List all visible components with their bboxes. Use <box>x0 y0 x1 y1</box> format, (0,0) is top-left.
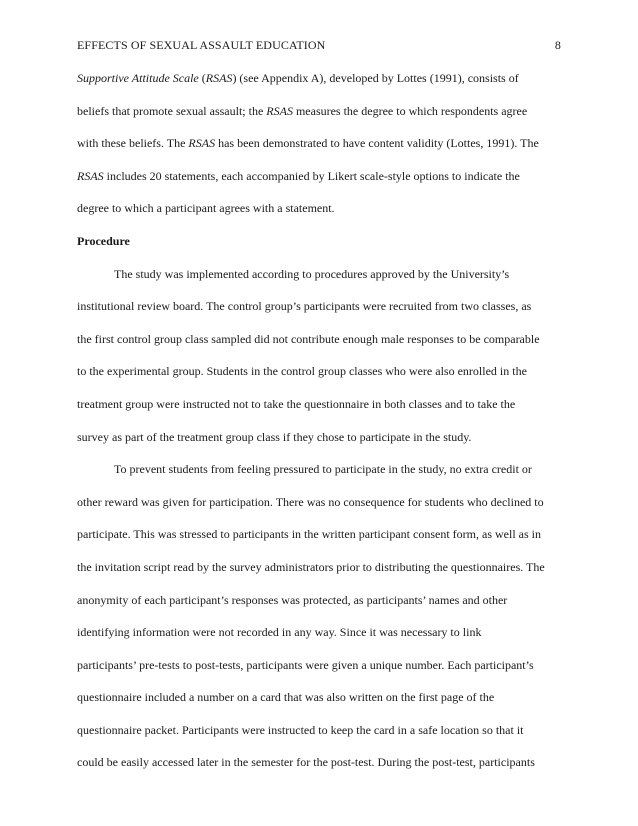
text-line: The study was implemented according to procedures approved by the University’s <box>114 266 510 281</box>
text-line <box>77 192 577 225</box>
text-line: participate. This was stressed to participants in the written participant consent form, as well as in <box>77 527 541 542</box>
text-run: has been demonstrated to have content validity (Lottes, 1991). The <box>215 136 539 151</box>
text-run: ) (see Appendix A), developed by Lottes (1991), consists of <box>232 71 519 85</box>
text-line <box>77 62 577 95</box>
text-line <box>77 95 577 128</box>
procedure-paragraph-1 <box>77 258 577 454</box>
text-run: measures the degree to which respondents agree <box>292 103 528 118</box>
page-number: 8 <box>554 38 561 52</box>
abbreviation: RSAS <box>188 136 216 151</box>
text-line: participants’ pre-tests to post-tests, participants were given a unique number. Each participant’s <box>77 657 534 672</box>
text-line: questionnaire packet. Participants were instructed to keep the card in a safe location so that it <box>77 722 524 737</box>
text-line: the invitation script read by the survey administrators prior to distributing the questionnaires. The <box>77 559 545 574</box>
procedure-paragraph-2 <box>77 453 577 779</box>
text-line: institutional review board. The control group’s participants were recruited from two classes, as <box>77 299 532 314</box>
text-line: to the experimental group. Students in the control group classes who were also enrolled in the <box>77 364 527 379</box>
text-run: includes 20 statements, each accompanied by Likert scale-style options to indicate the <box>103 168 520 183</box>
running-head-title: EFFECTS OF SEXUAL ASSAULT EDUCATION <box>77 38 326 52</box>
text-run: beliefs that promote sexual assault; the <box>77 103 267 118</box>
text-line: survey as part of the treatment group class if they chose to participate in the study. <box>77 429 472 444</box>
body-text <box>77 62 577 779</box>
text-line: treatment group were instructed not to take the questionnaire in both classes and to take the <box>77 396 516 411</box>
scale-name: Supportive Attitude Scale <box>77 71 199 85</box>
text-line <box>77 127 577 160</box>
text-line: questionnaire included a number on a card that was also written on the first page of the <box>77 690 495 705</box>
text-line: identifying information were not recorded in any way. Since it was necessary to link <box>77 625 482 640</box>
abbreviation: RSAS <box>205 71 233 85</box>
text-run: ( <box>198 71 206 85</box>
text-run: with these beliefs. The <box>77 136 189 151</box>
running-head <box>77 35 561 55</box>
text-line: the first control group class sampled did not contribute enough male responses to be comparable <box>77 331 540 346</box>
text-line <box>77 160 577 193</box>
text-run: degree to which a participant agrees with a statement. <box>77 201 335 216</box>
section-heading: Procedure <box>77 233 130 248</box>
text-line: could be easily accessed later in the semester for the post-test. During the post-test, participants <box>77 755 535 770</box>
text-line: To prevent students from feeling pressured to participate in the study, no extra credit or <box>114 462 532 477</box>
abbreviation: RSAS <box>77 168 104 183</box>
intro-paragraph <box>77 62 577 225</box>
text-line: other reward was given for participation. There was no consequence for students who declined to <box>77 494 544 509</box>
abbreviation: RSAS <box>266 103 293 118</box>
text-line: anonymity of each participant’s responses was protected, as participants’ names and other <box>77 592 508 607</box>
